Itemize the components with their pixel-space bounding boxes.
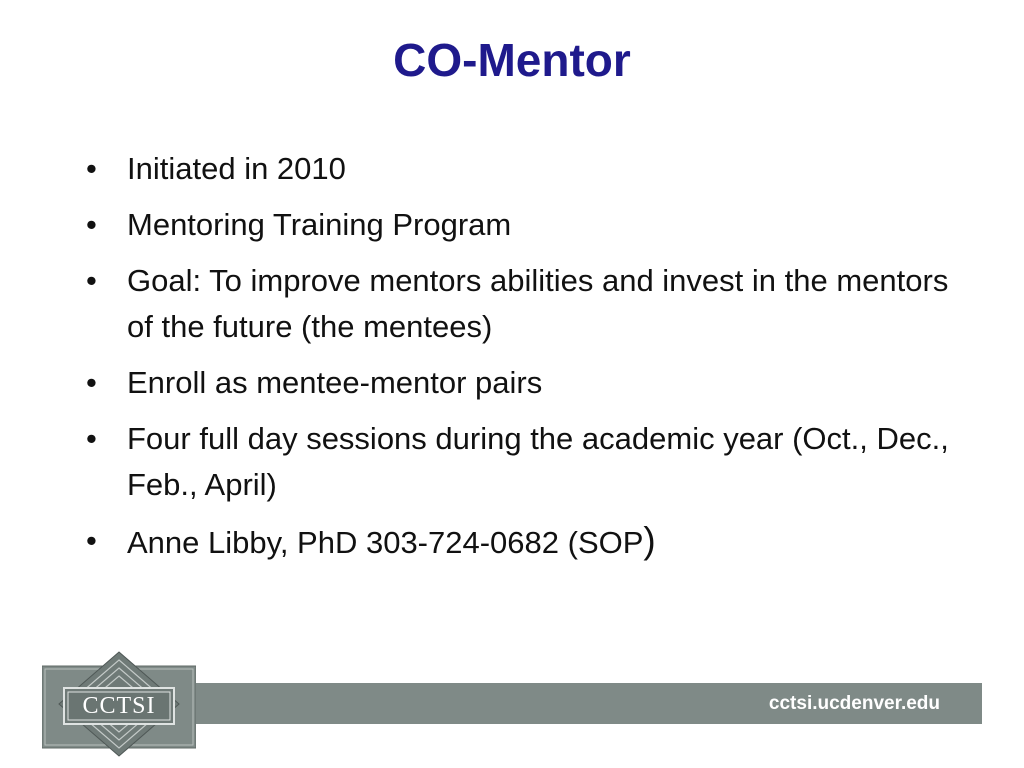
bullet-item [86,416,956,508]
bullet-icon: • [86,151,97,186]
bullet-icon: • [86,523,97,558]
bullet-icon: • [86,365,97,400]
logo-text: CCTSI [82,693,156,719]
bullet-text: Goal: To improve mentors abilities and invest in the mentors of the future (the mentees) [127,263,949,344]
bullet-item [86,360,956,406]
bullet-item [86,258,956,350]
footer-bar [196,683,982,724]
bullet-text: Mentoring Training Program [127,207,512,242]
bullet-item [86,146,956,192]
bullet-item [86,202,956,248]
bullet-icon: • [86,421,97,456]
bullet-item [86,518,956,566]
bullet-text: Initiated in 2010 [127,151,346,186]
bullet-icon: • [86,263,97,298]
footer-url: cctsi.ucdenver.edu [768,693,940,714]
bullet-text: Anne Libby, PhD 303-724-0682 (SOP [127,525,644,560]
cctsi-logo [42,650,196,758]
bullet-icon: • [86,207,97,242]
bullet-list [86,146,956,576]
closing-paren: ) [643,520,656,561]
bullet-text: Four full day sessions during the academic year (Oct., Dec., Feb., April) [127,421,949,502]
slide-title: CO-Mentor [393,34,631,86]
bullet-text: Enroll as mentee-mentor pairs [127,365,543,400]
